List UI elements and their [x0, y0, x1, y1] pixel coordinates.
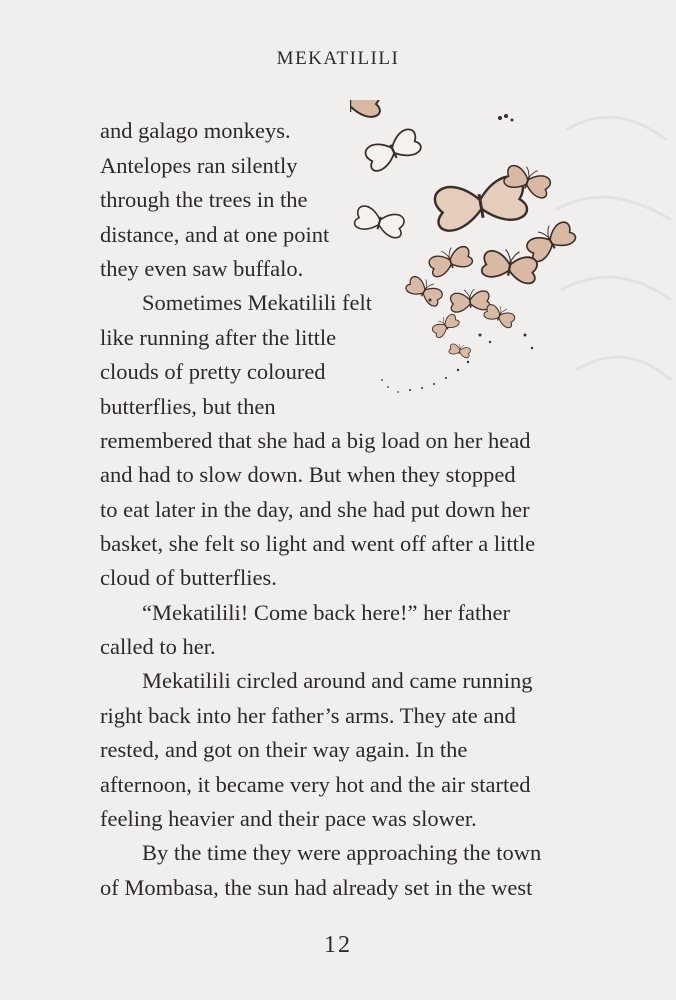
- text-line: and galago monkeys.: [100, 118, 291, 143]
- text-line: to eat later in the day, and she had put down her: [100, 497, 530, 522]
- text-line: like running after the little: [100, 325, 337, 350]
- page-number: 12: [324, 932, 352, 958]
- text-line: of Mombasa, the sun had already set in the west: [100, 875, 533, 900]
- text-line: distance, and at one point: [100, 222, 330, 247]
- text-line: Antelopes ran silently: [100, 153, 298, 178]
- butterfly-swarm-icon: [350, 100, 590, 410]
- text-line: through the trees in the: [100, 187, 308, 212]
- text-line: and had to slow down. But when they stopped: [100, 462, 516, 487]
- text-line: butterflies, but then: [100, 394, 276, 419]
- text-line: called to her.: [100, 634, 216, 659]
- paragraph-start-line: By the time they were approaching the town: [142, 840, 542, 865]
- text-line: basket, she felt so light and went off after a little: [100, 531, 536, 556]
- text-line: remembered that she had a big load on her head: [100, 428, 531, 453]
- text-line: feeling heavier and their pace was slower.: [100, 806, 477, 831]
- text-line: right back into her father’s arms. They ate and: [100, 703, 516, 728]
- text-line: clouds of pretty coloured: [100, 359, 326, 384]
- running-head: MEKATILILI: [276, 48, 400, 69]
- text-line: rested, and got on their way again. In the: [100, 737, 468, 762]
- text-line: afternoon, it became very hot and the air started: [100, 772, 531, 797]
- text-line: cloud of butterflies.: [100, 565, 277, 590]
- paragraph-start-line: Mekatilili circled around and came running: [142, 668, 533, 693]
- paragraph-start-line: Sometimes Mekatilili felt: [142, 290, 372, 315]
- text-line: they even saw buffalo.: [100, 256, 304, 281]
- paragraph-start-line: “Mekatilili! Come back here!” her father: [142, 600, 510, 625]
